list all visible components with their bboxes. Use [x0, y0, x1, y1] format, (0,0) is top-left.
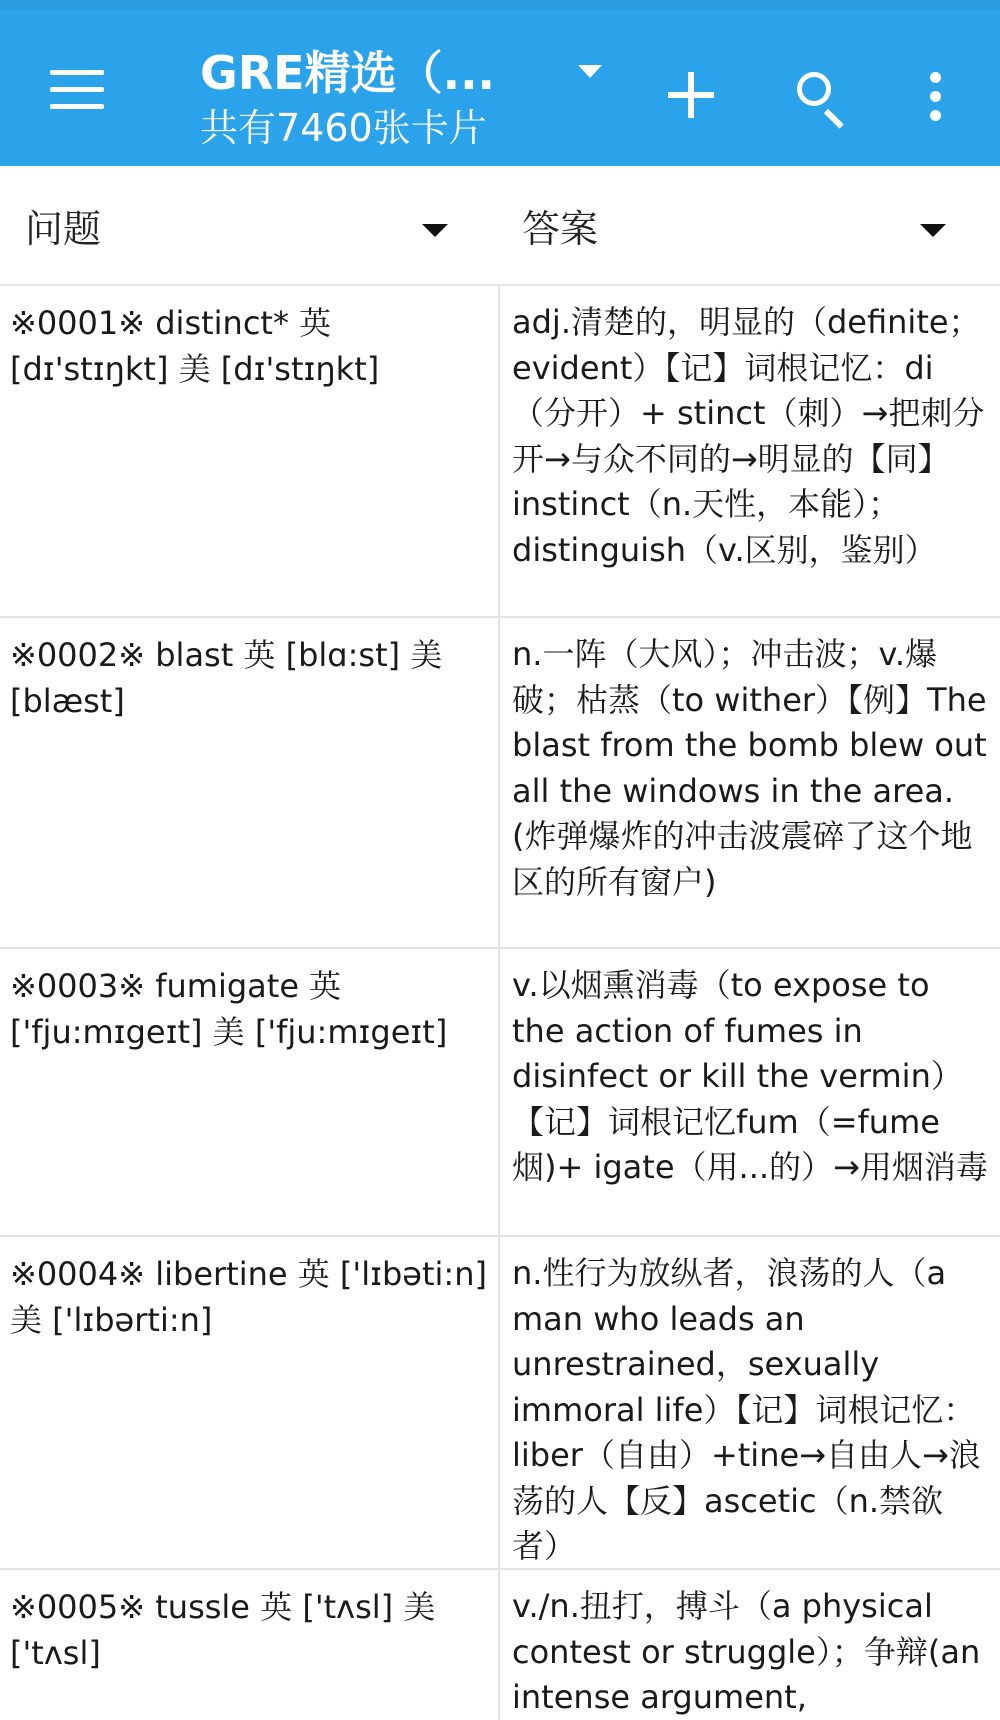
- card-row[interactable]: [0, 286, 1000, 618]
- card-question: ※0003※ fumigate 英 ['fju:mɪgeɪt] 美 ['fju:mɪgeɪt]: [0, 949, 500, 1235]
- card-count: 共有7460张卡片: [200, 106, 487, 150]
- card-question: ※0002※ blast 英 [blɑ:st] 美 [blæst]: [0, 618, 500, 947]
- deck-selector[interactable]: [200, 46, 630, 154]
- question-column-label: 问题: [25, 206, 102, 251]
- answer-dropdown-icon[interactable]: [920, 224, 946, 237]
- answer-column-selector[interactable]: [500, 166, 1000, 284]
- card-row[interactable]: [0, 1570, 1000, 1720]
- more-options-icon[interactable]: [930, 72, 944, 122]
- deck-dropdown-icon[interactable]: [578, 65, 602, 78]
- deck-title: GRE精选（...: [200, 46, 496, 100]
- app-toolbar: [0, 10, 1000, 166]
- status-bar: [0, 0, 1000, 10]
- card-row[interactable]: [0, 949, 1000, 1237]
- answer-column-label: 答案: [522, 206, 599, 251]
- card-answer: v.以烟熏消毒（to expose to the action of fumes in disinfect or kill the vermin）【记】词根记忆fum（=fume烟)+ igate（用...的）→用烟消毒: [512, 966, 988, 1186]
- card-question: ※0004※ libertine 英 ['lɪbəti:n] 美 ['lɪbərti:n]: [0, 1237, 500, 1568]
- menu-icon[interactable]: [50, 70, 104, 110]
- card-row[interactable]: [0, 618, 1000, 949]
- question-dropdown-icon[interactable]: [422, 224, 448, 237]
- column-header-row: [0, 166, 1000, 286]
- card-answer: n.性行为放纵者，浪荡的人（a man who leads an unrestrained，sexually immoral life）【记】词根记忆：liber（自由）+tine→自由人→浪荡的人【反】ascetic（n.禁欲者）: [512, 1254, 981, 1565]
- card-row[interactable]: [0, 1237, 1000, 1570]
- question-column-selector[interactable]: [0, 166, 500, 284]
- card-question: ※0001※ distinct* 英 [dɪ'stɪŋkt] 美 [dɪ'stɪŋkt]: [0, 286, 500, 616]
- card-answer: v./n.扭打，搏斗（a physical contest or struggle）；争辩(an intense argument,: [512, 1587, 981, 1716]
- card-question: ※0005※ tussle 英 ['tʌsl] 美 ['tʌsl]: [0, 1570, 500, 1720]
- search-icon[interactable]: [795, 70, 847, 122]
- card-list: [0, 286, 1000, 1720]
- card-answer: adj.清楚的，明显的（definite；evident）【记】词根记忆：di（分开）+ stinct（刺）→把刺分开→与众不同的→明显的【同】instinct（n.天性，本能）；distinguish（v.区别，鉴别）: [512, 303, 985, 569]
- card-answer: n.一阵（大风）；冲击波；v.爆破；枯蒸（to wither）【例】The blast from the bomb blew out all the windows in the area.(炸弹爆炸的冲击波震碎了这个地区的所有窗户): [512, 635, 987, 901]
- add-icon[interactable]: [668, 72, 714, 118]
